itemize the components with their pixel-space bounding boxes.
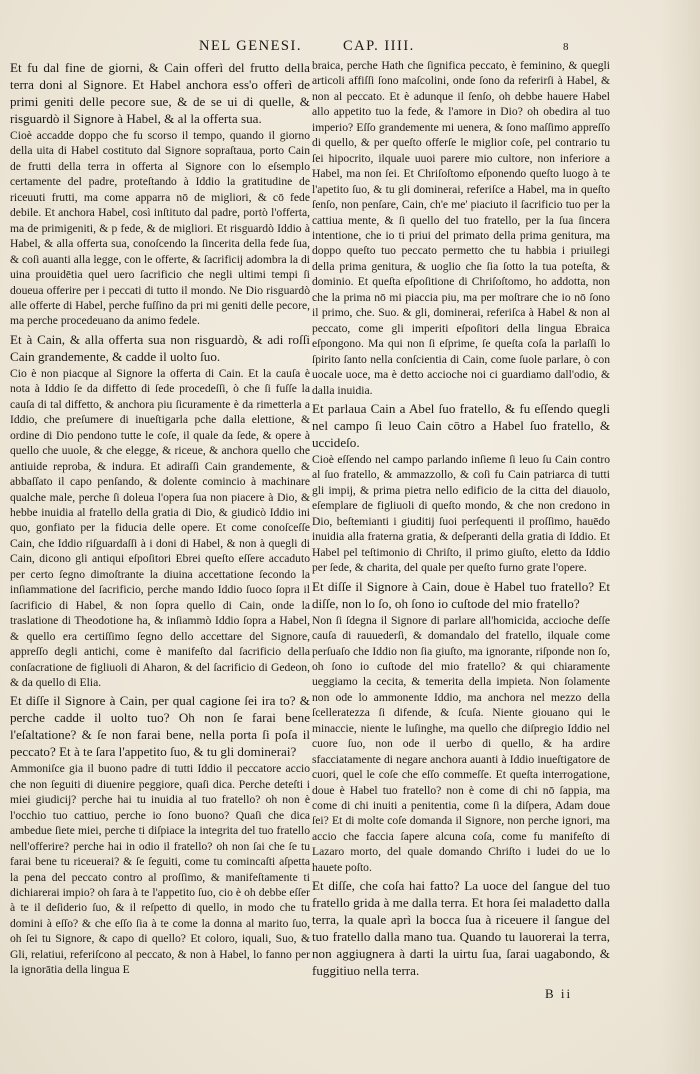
running-head-left: NEL GENESI. <box>199 38 302 54</box>
scripture-verse: Et diſſe il Signore à Cain, doue è Habel tuo fratello? Et diſſe, non lo ſo, oh ſono io cuſtode del mio fratello? <box>312 578 610 611</box>
commentary-paragraph: Non ſi ſdegna il Signore di parlare all'homicida, accioche deſſe cauſa di rauuederſi, & domandalo del fratello, ilquale come perſuaſo che Iddio non ſia giuſto, ma ignorante, riſponde non ſo, oh ſono io cuſtode del mio fratello? & qui chiaramente ueggiamo la cecita, & temerita della impieta. Non ſolamente non ode lo ammonente Iddio, ma anchora nel mezzo della ſcelleratezza ſi difende, & ſcuſa. Niente giouano qui le minaccie, niente le luſinghe, ma quello che diſpregio Iddio nel cuore ſuo, non ode il uerbo di quello, & ha ardire sfacciatamente di negare anchora auanti à Iddio inueſtigatore de cuori, quel le coſe che eſſo commeſſe. Et queſta interrogatione, doue è Habel tuo fratello? non è come di chi nō ſappia, ma come di chi inuiti a penitentia, come ſi la diſpera, Adam doue ſei? Et di molte coſe domanda il Signore, non perche ignori, ma accio che faccia ſapere alcuna coſa, come fu manifeſto di Lazaro morto, del quale domando Chriſto i ludei do ue lo hauete poſto. <box>312 613 610 874</box>
right-column <box>312 58 610 980</box>
commentary-paragraph: Cioè eſſendo nel campo parlando inſieme ſi leuo ſu Cain contro al ſuo fratello, & ammazzollo, & coſi fu Cain patriarca di tutti gli impij, & prima pietra nello edificio de la citta del diauolo, eſemplare de figliuoli di queſto mondo, & che non credono in Dio, beſtemianti i giuditij ſuoi perſequenti il proſſimo, hauēdo inuidia alla fraterna gratia, & deſperanti della gratia di Iddio. Et Habel pel teſtimonio di Chriſto, il primo giuſto, eletto da Iddio per ſede, & charita, del quale per queſto furno grate l'opere. <box>312 452 610 575</box>
scripture-verse: Et à Cain, & alla offerta sua non risguardò, & adi roſſi Cain grandemente, & cadde il uolto ſuo. <box>10 331 310 364</box>
scripture-verse: Et diſſe, che coſa hai fatto? La uoce del ſangue del tuo fratello grida à me dalla terra. Et hora ſei maladetto dalla terra, la quale aprì la bocca ſua à riceuere il ſangue del tuo fratello dalla mano tua. Quando tu lauorerai la terra, non aggiugnera à darti la uirtu ſua, ſarai uagabondo, & fuggitiuo nella terra. <box>312 878 610 979</box>
running-head-right: CAP. IIII. <box>343 38 415 54</box>
running-head <box>0 38 700 60</box>
commentary-paragraph: Ammoniſce gia il buono padre di tutti Iddio il peccatore accio che non ſeguiti di diuenire peggiore, quaſi dica. Perche deteſti i miei giudicij? perche hai tu inuidia al tuo fratello? oh non è l'occhio tuo cattiuo, perche io ſono buono? Quaſi che dica ambedue ſiete miei, perche ti diſpiace la integrita del tuo fratello nell'offerire? perche hai in odio il fratello? oh non ſai che ſe tu farai bene tu riceuerai? & ſe ſeguiti, come tu comincaſti aſpetta la pena del peccato contro al proſſimo, & manifeſtamente ti dichiarerai impio? oh ſara à te l'appetito ſuo, cio è oh debbe eſſer à te il deſiderio ſuo, & il reſpetto di quello, in modo che tu domini à eſſo? & che eſſo ſia à te come la donna al marito ſuo, oh ſei tu Signore, & capo di quello? Et coloro, iquali, Suo, & Gli, relatiui, referiſcono al peccato, & non à Habel, lo fanno per la ignorātia della lingua E <box>10 762 310 977</box>
page-edge-shadow <box>660 0 700 1074</box>
commentary-paragraph: Cio è non piacque al Signore la offerta di Cain. Et la cauſa è nota à Iddio ſe da diffetto di ſede procedeſſi, ò che ſi fuſſe la cauſa di tal diffetto, & anchora piu ſicuramente è da rimetterla a Iddio, che preſumere di inueſtigarla pche dalla elettione, & ordine di Dio pendono tutte le coſe, il quale da ſede, & opere à quello che uuole, & che elegge, & riceue, & anchora quello che antiuide reproba, & indura. Et adiraſſi Cain grandemente, & abbaſſato il capo penſando, & dolente comincio à machinare qualche male, perche ſi doleua l'opera ſua non piacere à Dio, & hebbe inuidia al fratello della gratia di Dio, & giudicò Iddio ini quo, gonfiato per la fiducia delle opere. Et come conoſceſſe Cain, che Iddio riſguardaſſi à i doni di Habel, & non à quegli di Cain, dicono gli antiqui eſpoſitori Ebrei queſto eſſere accaduto per certo ſegno dimoſtrante la diuina accettatione ſecondo la inſiammatione del ſacrificio, perche mando Iddio ſuoco ſopra il ſacrificio di Habel, & non ſopra quello di Cain, onde la traslatione di Theodotione ha, & inſiammò Iddio ſopra a Habel, & quello era certiſſimo ſegno dello accettare del Signore, appreſſo degli antichi, come è manifeſto dal ſacrificio della conſacratione de figliuoli di Aharon, & del ſacrificio di Gedeon, & da quello di Elia. <box>10 366 310 689</box>
scripture-verse: Et parlaua Cain a Abel ſuo fratello, & fu eſſendo quegli nel campo ſi leuo Cain cōtro a Habel ſuo fratello, & uccideſo. <box>312 400 610 450</box>
commentary-paragraph: Cioè accadde doppo che fu scorso il tempo, quando il giorno della uita di Habel costituto dal Signore sopraſtaua, porto Cain de frutti della terra in offerta al Signore con lo eſsemplo certamente del padre, proteſtando à Iddio la gratitudine de riceuuti frutti, ma come apparra nō de migliori, & cō fede debile. Et anchora Habel, così inſtituto dal padre, portò l'offerta, ma de primigeniti, & p fede, & de migliori. Et risguardò Iddio à Habel, & alla offerta sua, conoſcendo la ſincerita della fede ſua, & coſi auanti alla legge, con le offerte, & ſacrificij adombra la di uina prouidētia quel uero ſacrificio che negli ultimi tempi ſi doueua offerire per i peccati di tutto il mondo. Ne Dio risguardò alle offerte di Habel, perche fuſſino da pri mi geniti delle pecore, ma perche procedeuano da animo fedele. <box>10 129 310 328</box>
signature-mark: B ii <box>545 986 573 1001</box>
scripture-verse: Et fu dal fine de giorni, & Cain offerì del frutto della terra doni al Signore. Et Habel anchora ess'o offerì de primi geniti delle pecore sue, & de se ui di quelle, & risguardò il Signore à Habel, & al la offerta sua. <box>10 60 310 126</box>
commentary-paragraph: braica, perche Hath che ſignifica peccato, è feminino, & quegli articoli affiſſi ſono maſcolini, onde ſono da referirſi à Habel, & non al peccato. Et è adunque il ſenſo, oh debbe hauere Habel allo appetito tuo la fede, & l'amore in Dio? oh obedira al tuo imperio? Eſſo grandemente mi uenera, & ſono maſſimo appreſſo di quello, & per queſto offerſe le miglior coſe, pel contrario tu ſei hipocrito, ilquale uuoi parere mio cultore, non inferiore a Habel, ma non ſei. Et Chriſoſtomo eſponendo queſto luogo à te l'apetito ſuo, & tu gli dominerai, referiſce a Habel, ma in queſto ſenſo, non penſare, Cain, ch'e me' piaciuto il ſacrificio tuo per la cattiua mente, & ſi quello del tuo fratello, per la ſua ſincera intentione, che io ti priui del primato della prima genitura, ma doppo queſto tuo peccato permetto che tu habbia i priuilegi della prima genitura, & uoglio che ſia ſotto la tua poteſta, & dominio. Et queſta eſpoſitione di Chriſoſtomo, ho addotta, non che la prima nō mi piaccia piu, ma per moſtrare che io nō ſono il primo, che. Suo. & gli, dominerai, referiſca à Habel & non al peccato, come gli imperiti eſpoſitori della lingua Ebraica eſpongono. Ma qui non ſi eſprime, ſe queſta coſa la parlaſſi lo ſpirito ſanto nella conſcientia di Cain, come ſuole parlare, ò con uocale uoce, ma è detto accioche noi ci guardiamo dall'odio, & dalla inuidia. <box>312 59 610 397</box>
folio-number: 8 <box>563 41 570 53</box>
left-column <box>10 58 310 980</box>
scripture-verse: Et diſſe il Signore à Cain, per qual cagione ſei ira to? & perche cadde il uolto tuo? Oh non ſe farai bene l'eſaltatione? & ſe non farai bene, nella porta ſi poſa il peccato? Et à te ſara l'appetito ſuo, & tu gli dominerai? <box>10 693 310 760</box>
